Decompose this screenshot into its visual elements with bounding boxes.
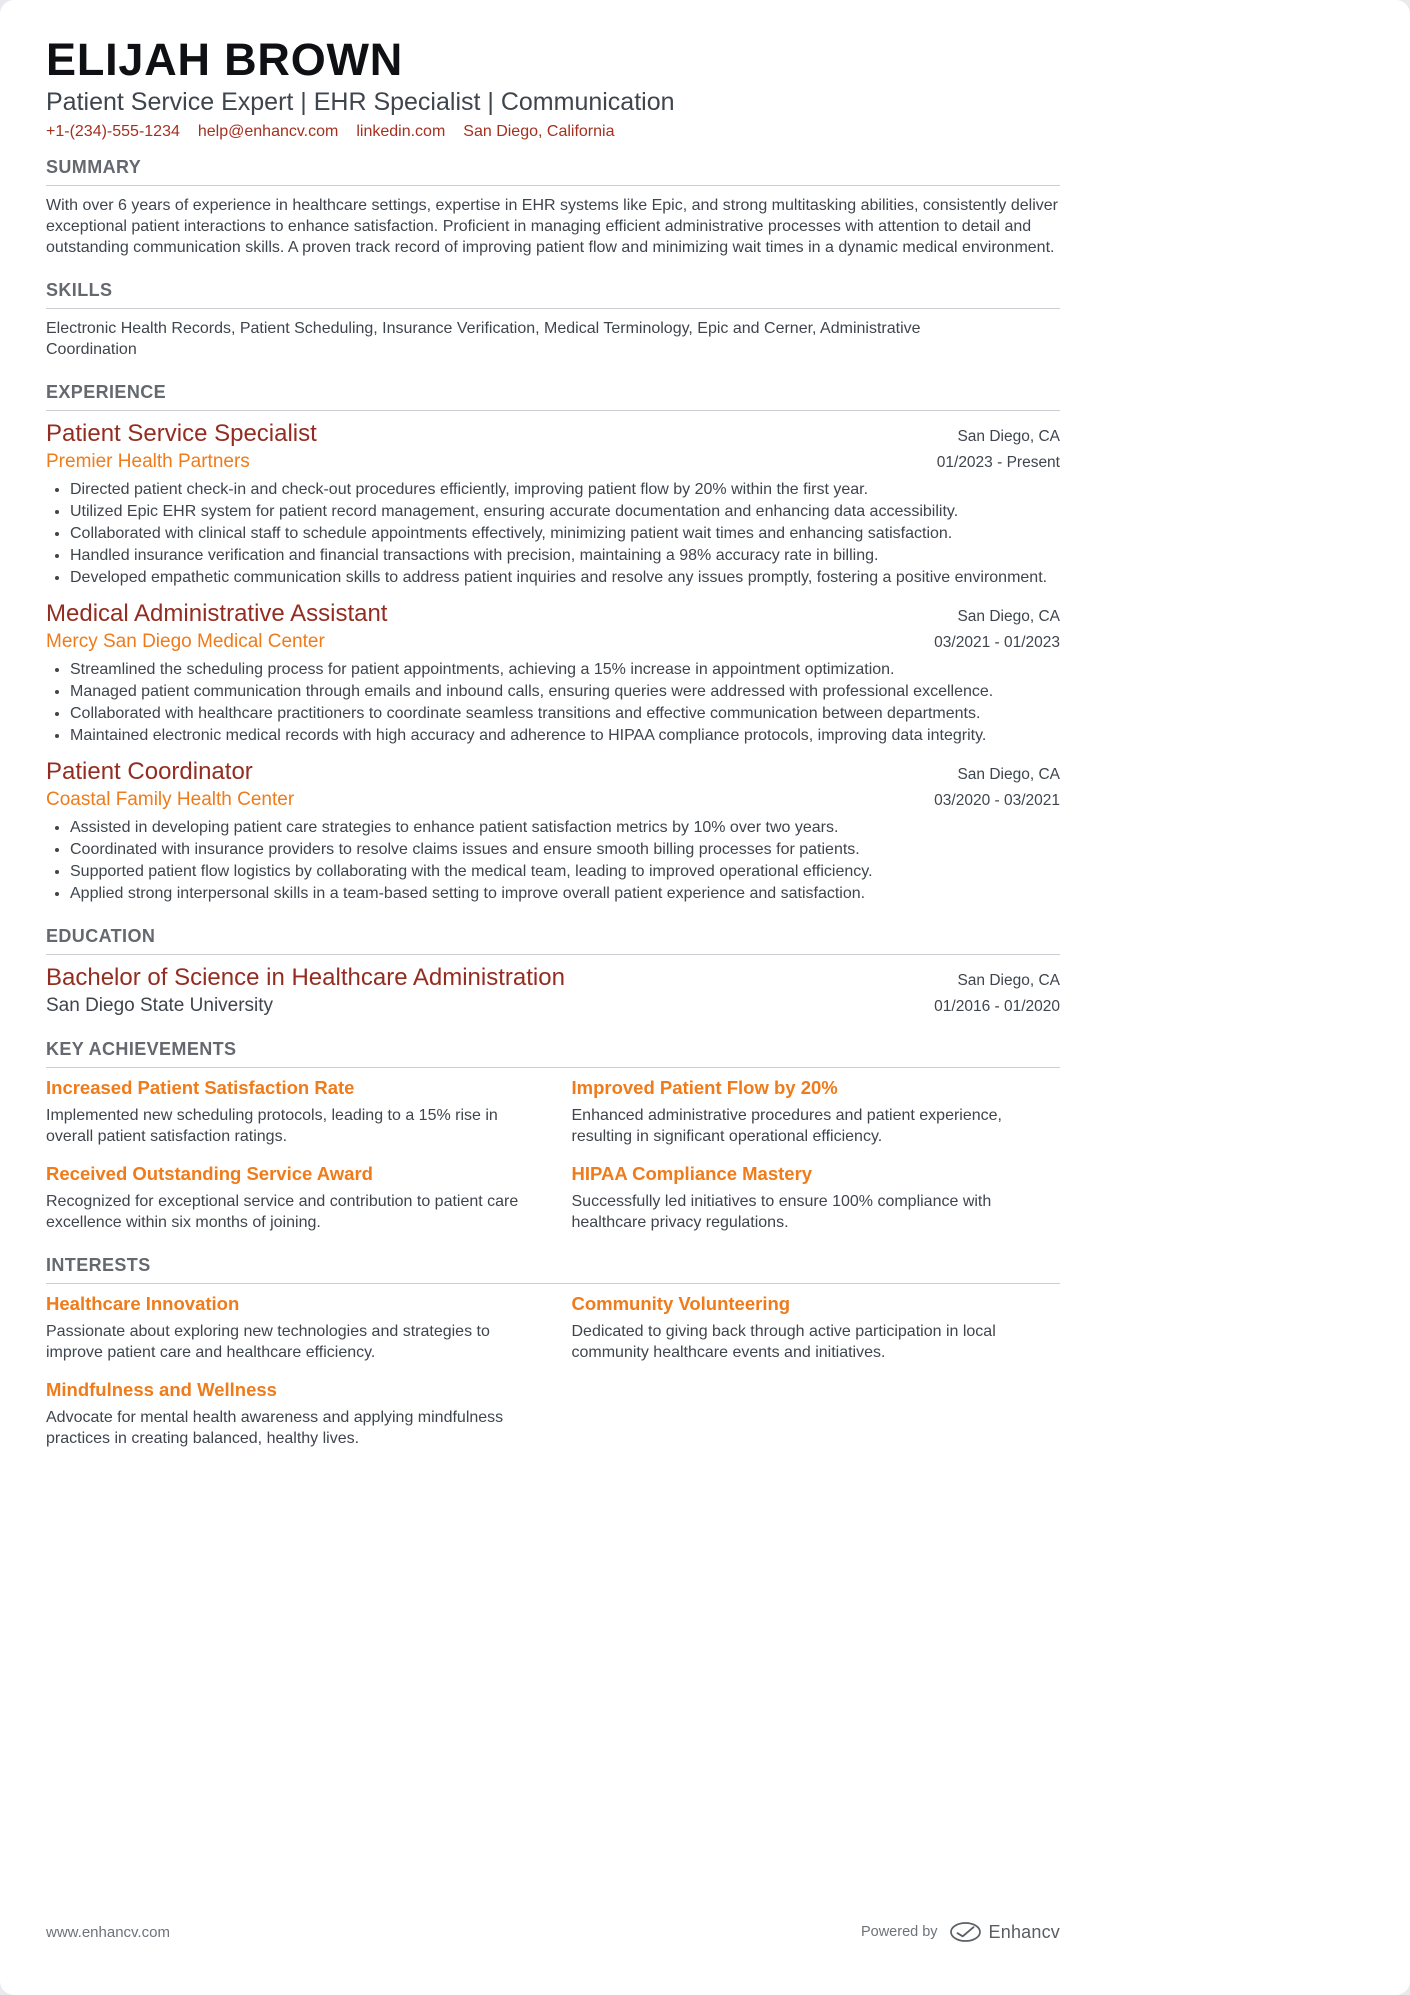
job-bullet: • Applied strong interpersonal skills in a team-based setting to improve overall patient experience and satisfaction. — [70, 883, 1060, 904]
degree-row — [46, 964, 1060, 992]
achievements-heading: KEY ACHIEVEMENTS — [46, 1039, 1060, 1068]
job-title: Patient Service Specialist — [46, 420, 317, 447]
enhancv-brand-name: Enhancv — [988, 1921, 1060, 1942]
interest-text: Dedicated to giving back through active participation in local community healthcare events and initiatives. — [571, 1323, 996, 1361]
candidate-name: ELIJAH BROWN — [46, 34, 404, 85]
job-title: Medical Administrative Assistant — [46, 600, 388, 627]
contact-row — [46, 123, 1060, 141]
job-dates: 03/2020 - 03/2021 — [934, 792, 1060, 809]
job-title-row — [46, 420, 1060, 448]
education-location: San Diego, CA — [957, 972, 1060, 989]
job-company: Coastal Family Health Center — [46, 789, 295, 810]
education-heading: EDUCATION — [46, 926, 1060, 955]
job-entry — [46, 600, 1060, 746]
interest-item — [46, 1293, 535, 1363]
job-location: San Diego, CA — [957, 766, 1060, 783]
contact-location: San Diego, California — [463, 123, 615, 140]
contact-email-link[interactable]: help@enhancv.com — [197, 123, 339, 140]
job-bullet: • Directed patient check-in and check-out procedures efficiently, improving patient flow by 20% within the first year. — [70, 479, 1060, 500]
footer-site-link[interactable]: www.enhancv.com — [46, 1923, 170, 1941]
achievement-title: Increased Patient Satisfaction Rate — [46, 1077, 355, 1098]
achievement-title: Improved Patient Flow by 20% — [571, 1077, 838, 1098]
interest-title: Mindfulness and Wellness — [46, 1379, 277, 1400]
job-bullet: • Developed empathetic communication skills to address patient inquiries and resolve any issues promptly, fostering a positive environment. — [70, 567, 1060, 588]
interest-item — [572, 1293, 1061, 1363]
job-bullet: • Collaborated with clinical staff to schedule appointments effectively, minimizing patient wait times and enhancing satisfaction. — [70, 523, 1060, 544]
job-location: San Diego, CA — [957, 428, 1060, 445]
job-bullet: • Managed patient communication through emails and inbound calls, ensuring queries were addressed with professional excellence. — [70, 681, 1060, 702]
achievement-item — [572, 1077, 1061, 1147]
achievement-title: HIPAA Compliance Mastery — [571, 1163, 813, 1184]
degree-title: Bachelor of Science in Healthcare Administration — [46, 964, 565, 991]
interest-text: Passionate about exploring new technologies and strategies to improve patient care and healthcare efficiency. — [46, 1323, 490, 1361]
enhancv-brand-link[interactable] — [949, 1921, 1060, 1943]
job-bullet: • Utilized Epic EHR system for patient record management, ensuring accurate documentation and enhancing data accessibility. — [70, 501, 1060, 522]
job-bullet: • Streamlined the scheduling process for patient appointments, achieving a 15% increase in appointment optimization. — [70, 659, 1060, 680]
skills-heading: SKILLS — [46, 280, 1060, 309]
job-bullet-list — [46, 659, 1060, 746]
powered-by-label: Powered by — [860, 1924, 938, 1940]
job-company-row — [46, 448, 1060, 473]
interest-item — [46, 1379, 535, 1449]
job-entry — [46, 758, 1060, 904]
summary-text: With over 6 years of experience in healthcare settings, expertise in EHR systems like Epic, and strong multitasking abilities, consistently deliver exceptional patient interactions to enhance satisfaction. Proficient in managing efficient administrative processes with attention to detail and outstanding communication skills. A proven track record of improving patient flow and minimizing wait times in a dynamic medical environment. — [46, 197, 1059, 256]
job-bullet: • Assisted in developing patient care strategies to enhance patient satisfaction metrics by 10% over two years. — [70, 817, 1060, 838]
job-company-row — [46, 628, 1060, 653]
interests-grid — [46, 1293, 1060, 1449]
job-bullet: • Collaborated with healthcare practitioners to coordinate seamless transitions and effective communication between departments. — [70, 703, 1060, 724]
achievement-text: Implemented new scheduling protocols, leading to a 15% rise in overall patient satisfaction ratings. — [46, 1107, 498, 1145]
job-entry — [46, 420, 1060, 588]
interest-title: Healthcare Innovation — [46, 1293, 240, 1314]
experience-heading: EXPERIENCE — [46, 382, 1060, 411]
achievement-text: Recognized for exceptional service and contribution to patient care excellence within six months of joining. — [46, 1193, 519, 1231]
job-bullet-list — [46, 817, 1060, 904]
achievements-section — [46, 1039, 1060, 1233]
job-bullet: • Supported patient flow logistics by collaborating with the medical team, leading to improved operational efficiency. — [70, 861, 1060, 882]
job-title-row — [46, 758, 1060, 786]
summary-section — [46, 157, 1060, 258]
job-bullet: • Coordinated with insurance providers to resolve claims issues and ensure smooth billing processes for patients. — [70, 839, 1060, 860]
achievement-item — [46, 1163, 535, 1233]
job-location: San Diego, CA — [957, 608, 1060, 625]
job-company-row — [46, 786, 1060, 811]
school-row — [46, 992, 1060, 1017]
interests-heading: INTERESTS — [46, 1255, 1060, 1284]
job-company: Premier Health Partners — [46, 451, 250, 472]
skills-text: Electronic Health Records, Patient Scheduling, Insurance Verification, Medical Terminology, Epic and Cerner, Administrative Coordination — [46, 320, 921, 358]
powered-by — [861, 1921, 1060, 1943]
job-dates: 01/2023 - Present — [936, 454, 1060, 471]
job-company: Mercy San Diego Medical Center — [46, 631, 325, 652]
skills-section — [46, 280, 1060, 360]
resume-header — [46, 34, 1060, 141]
achievement-text: Enhanced administrative procedures and patient experience, resulting in significant operational efficiency. — [571, 1107, 1002, 1145]
summary-heading: SUMMARY — [46, 157, 1060, 186]
achievement-text: Successfully led initiatives to ensure 100% compliance with healthcare privacy regulations. — [571, 1193, 992, 1231]
achievement-title: Received Outstanding Service Award — [46, 1163, 373, 1184]
contact-phone: +1-(234)-555-1234 — [46, 123, 180, 140]
interests-section — [46, 1255, 1060, 1449]
education-dates: 01/2016 - 01/2020 — [934, 998, 1060, 1015]
job-dates: 03/2021 - 01/2023 — [934, 634, 1060, 651]
achievements-grid — [46, 1077, 1060, 1233]
interest-title: Community Volunteering — [571, 1293, 791, 1314]
experience-section — [46, 382, 1060, 904]
job-bullet: • Maintained electronic medical records with high accuracy and adherence to HIPAA compliance protocols, improving data integrity. — [70, 725, 1060, 746]
achievement-item — [46, 1077, 535, 1147]
enhancv-logo-icon — [949, 1921, 982, 1943]
education-section — [46, 926, 1060, 1017]
achievement-item — [572, 1163, 1061, 1233]
page-footer — [46, 1921, 1060, 1943]
interest-text: Advocate for mental health awareness and applying mindfulness practices in creating balanced, healthy lives. — [46, 1409, 504, 1447]
school-name: San Diego State University — [46, 995, 274, 1016]
job-title-row — [46, 600, 1060, 628]
job-bullet: • Handled insurance verification and financial transactions with precision, maintaining a 98% accuracy rate in billing. — [70, 545, 1060, 566]
job-bullet-list — [46, 479, 1060, 588]
job-title: Patient Coordinator — [46, 758, 253, 785]
contact-linkedin-link[interactable]: linkedin.com — [356, 123, 446, 140]
candidate-tagline: Patient Service Expert | EHR Specialist | Communication — [46, 88, 675, 116]
